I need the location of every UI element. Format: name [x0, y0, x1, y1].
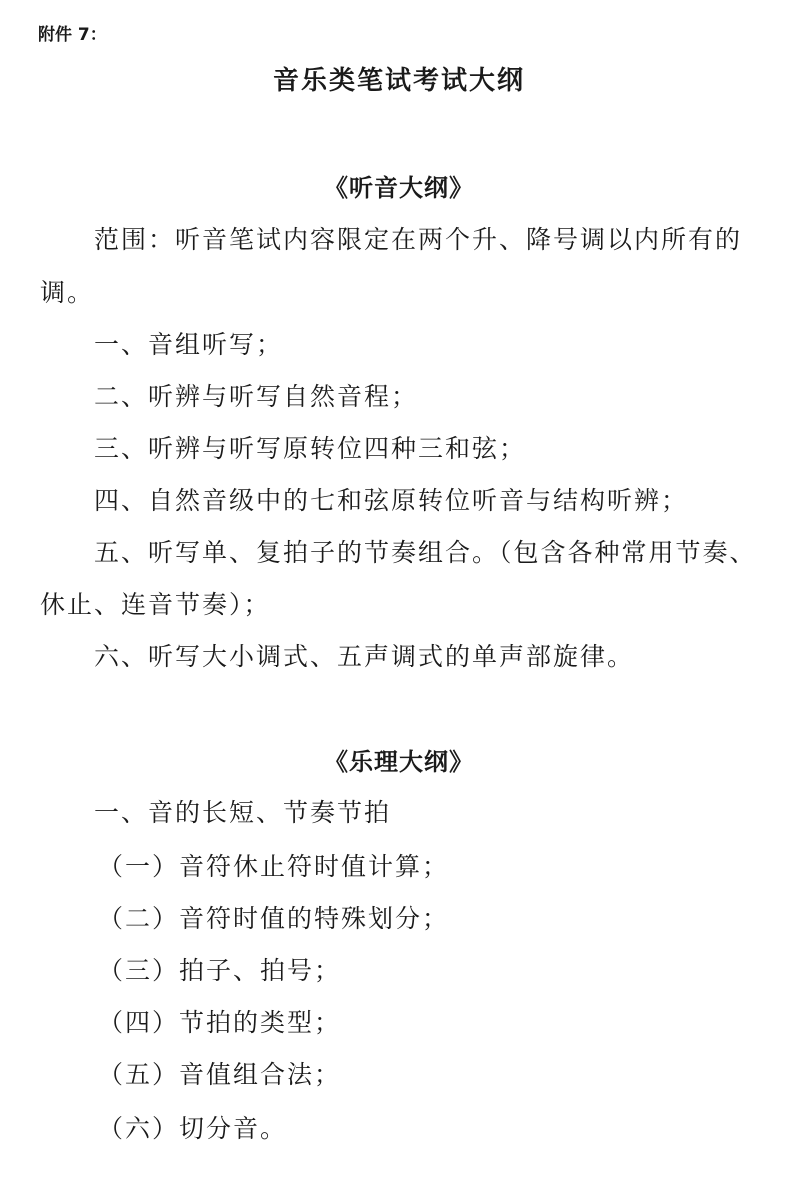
listening-item: 三、听辨与听写原转位四种三和弦；	[94, 434, 527, 463]
annex-label: 附件 7：	[38, 25, 107, 45]
scope-line-1: 范围：听音笔试内容限定在两个升、降号调以内所有的	[94, 225, 743, 254]
theory-item: （三）拍子、拍号；	[98, 956, 342, 985]
listening-item: 五、听写单、复拍子的节奏组合。（包含各种常用节奏、	[94, 538, 757, 567]
theory-item: （一）音符休止符时值计算；	[98, 852, 450, 881]
theory-section-1: 一、音的长短、节奏节拍	[94, 798, 392, 827]
theory-item: （五）音值组合法；	[98, 1060, 342, 1089]
listening-heading: 《听音大纲》	[324, 174, 474, 202]
listening-item-continuation: 休止、连音节奏）；	[40, 590, 271, 619]
listening-item: 二、听辨与听写自然音程；	[94, 382, 419, 411]
theory-item: （四）节拍的类型；	[98, 1008, 342, 1037]
scope-line-2: 调。	[40, 278, 95, 307]
theory-heading: 《乐理大纲》	[324, 748, 474, 776]
listening-item: 六、听写大小调式、五声调式的单声部旋律。	[94, 642, 635, 671]
theory-item: （二）音符时值的特殊划分；	[98, 904, 450, 933]
theory-item: （六）切分音。	[98, 1114, 288, 1143]
listening-item: 四、自然音级中的七和弦原转位听音与结构听辨；	[94, 486, 689, 515]
document-title: 音乐类笔试考试大纲	[272, 66, 525, 96]
listening-item: 一、音组听写；	[94, 330, 284, 359]
